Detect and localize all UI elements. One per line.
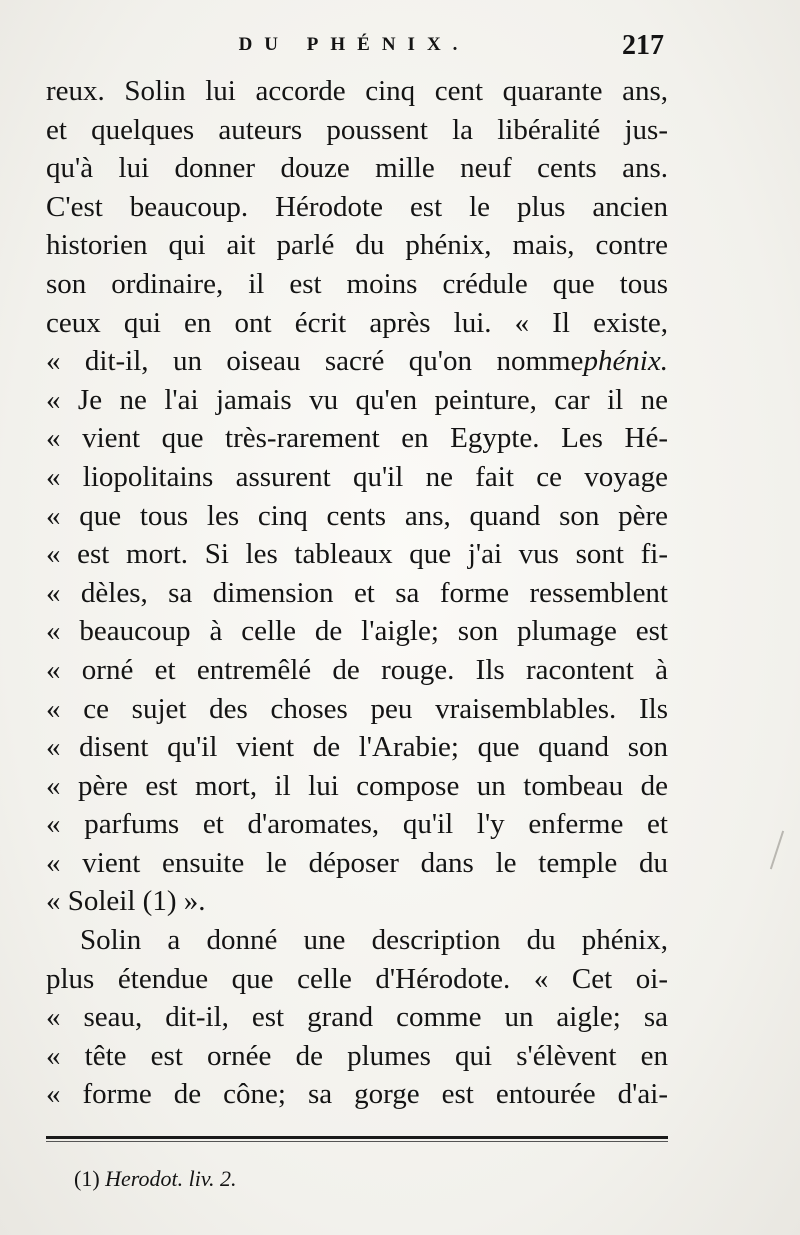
text-line: « tête est ornée de plumes qui s'élèvent en <box>46 1039 668 1072</box>
paper-edge-mark <box>770 831 784 870</box>
text-line: « Soleil (1) ». <box>46 885 206 918</box>
body-text <box>46 72 668 1114</box>
text-line: « père est mort, il lui compose un tombeau de <box>46 769 668 802</box>
text-line: qu'à lui donner douze mille neuf cents ans. <box>46 152 668 185</box>
text-line: « est mort. Si les tableaux que j'ai vus sont fi- <box>46 538 668 571</box>
text-line: « liopolitains assurent qu'il ne fait ce voyage <box>46 460 668 493</box>
text-segment: « dit-il, un oiseau sacré qu'on nomme <box>46 345 584 378</box>
footnote-rule-thin <box>46 1141 668 1142</box>
text-line: « forme de cône; sa gorge est entourée d'ai- <box>46 1078 668 1111</box>
text-line: « orné et entremêlé de rouge. Ils racontent à <box>46 653 668 686</box>
text-line: « Je ne l'ai jamais vu qu'en peinture, car il ne <box>46 383 668 416</box>
text-line: « vient ensuite le déposer dans le temple du <box>46 846 668 879</box>
text-line-with-italic <box>46 342 668 381</box>
text-line: ceux qui en ont écrit après lui. « Il existe, <box>46 306 668 339</box>
text-line: « vient que très-rarement en Egypte. Les Hé- <box>46 422 668 455</box>
text-line: « seau, dit-il, est grand comme un aigle; sa <box>46 1001 668 1034</box>
footnote-reference: Herodot. liv. 2. <box>105 1166 237 1191</box>
text-line: historien qui ait parlé du phénix, mais, contre <box>46 229 668 262</box>
text-line: Solin a donné une description du phénix, <box>80 924 668 957</box>
footnote <box>74 1166 237 1192</box>
text-line: « disent qu'il vient de l'Arabie; que quand son <box>46 731 668 764</box>
text-line: et quelques auteurs poussent la libéralité jus- <box>46 113 668 146</box>
footnote-rule <box>46 1136 668 1139</box>
italic-word: phénix. <box>583 345 668 378</box>
text-line: « beaucoup à celle de l'aigle; son plumage est <box>46 615 668 648</box>
footnote-marker: (1) <box>74 1166 100 1191</box>
text-line: « ce sujet des choses peu vraisemblables. Ils <box>46 692 668 725</box>
page-header <box>44 30 664 70</box>
text-line: reux. Solin lui accorde cinq cent quarante ans, <box>46 75 668 107</box>
text-line: « parfums et d'aromates, qu'il l'y enferme et <box>46 808 668 841</box>
text-line: « que tous les cinq cents ans, quand son père <box>46 499 668 532</box>
page-number: 217 <box>622 30 664 61</box>
text-line: son ordinaire, il est moins crédule que tous <box>46 267 668 300</box>
text-line: plus étendue que celle d'Hérodote. « Cet oi- <box>46 962 668 995</box>
text-line: « dèles, sa dimension et sa forme ressemblent <box>46 576 668 609</box>
text-line: C'est beaucoup. Hérodote est le plus ancien <box>46 190 668 223</box>
running-head: DU PHÉNIX. <box>238 34 470 55</box>
